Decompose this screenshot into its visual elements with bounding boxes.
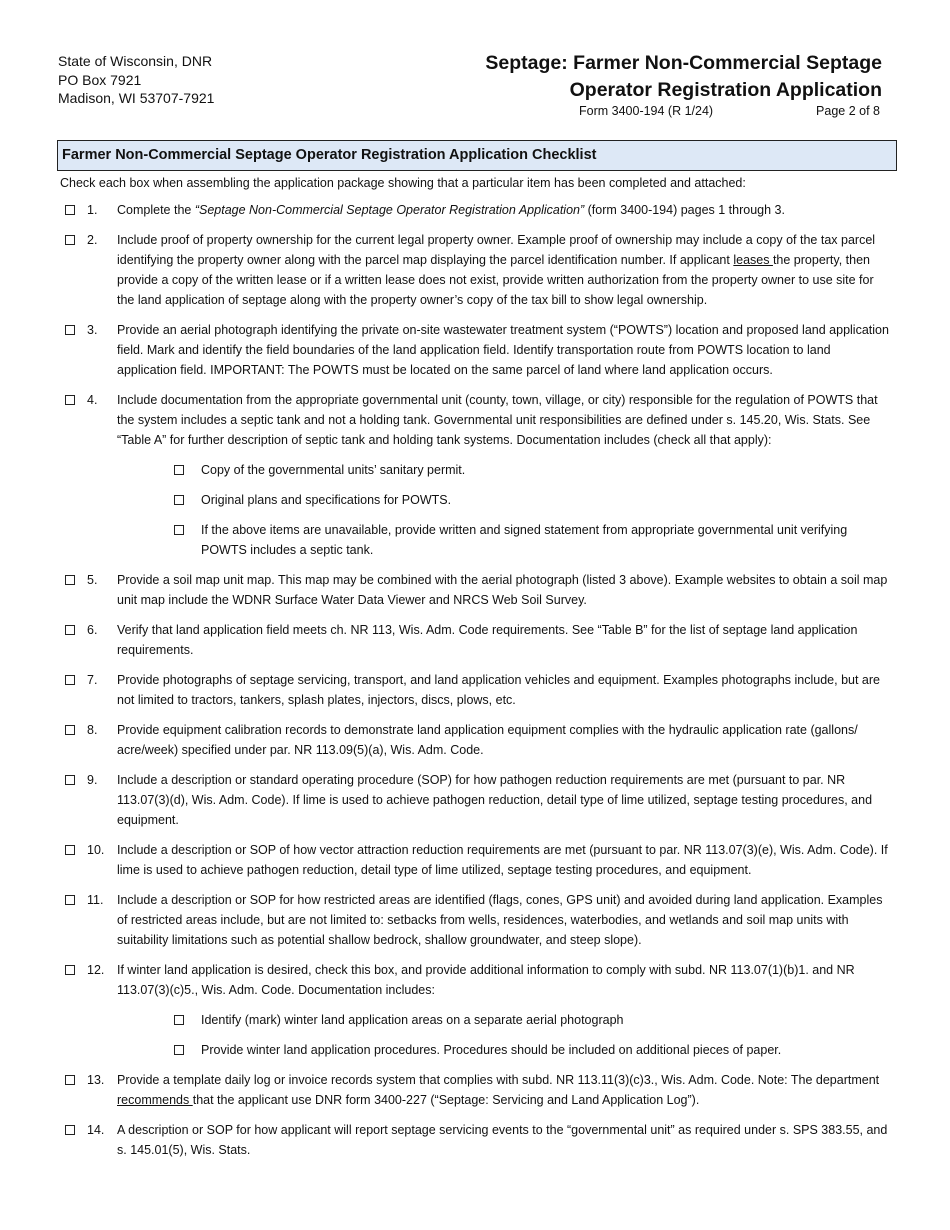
item-number: 10. [87,843,105,857]
checkbox[interactable] [65,675,75,685]
agency-address [58,52,214,108]
sub-item [0,520,950,560]
checklist-item-12 [0,960,950,1000]
sub-item [0,490,950,510]
item-text-part: Provide a template daily log or invoice records system that complies with subd. NR 113.11(3)(c)3., Wis. Adm. Code. Note: The department [117,1073,880,1087]
item-text: Verify that land application field meets ch. NR 113, Wis. Adm. Code requirements. See “Table B” for the list of septage land application requirements. [117,623,858,657]
checkbox[interactable] [174,495,184,505]
checklist-intro: Check each box when assembling the application package showing that a particular item has been completed and attached: [60,176,746,190]
checklist-item-8 [0,720,950,760]
item-text: Include a description or standard operating procedure (SOP) for how pathogen reduction requirements are met (pursuant to par. NR 113.07(3)(d), Wis. Adm. Code). If lime is used to achieve pathogen reduction, detail type of lime utilized, septage testing procedures, and equipment. [117,773,873,827]
checklist-item-9 [0,770,950,830]
item-number: 11. [87,893,104,907]
form-title-ref: “Septage Non-Commercial Septage Operator Registration Application” [194,203,585,217]
item-text: Provide photographs of septage servicing, transport, and land application vehicles and equipment. Examples photographs include, but are not limited to tractors, tankers, splash plates, injectors, discs, plows, etc. [117,673,880,707]
address-line: State of Wisconsin, DNR [58,53,213,69]
checklist-item-13 [0,1070,950,1110]
item-text-part: (form 3400-194) pages 1 through 3. [584,203,785,217]
checkbox[interactable] [65,895,75,905]
checklist-item-4 [0,390,950,450]
checkbox[interactable] [65,965,75,975]
checkbox[interactable] [174,525,184,535]
checkbox[interactable] [65,845,75,855]
address-line: Madison, WI 53707-7921 [58,90,215,106]
item-text [117,230,892,310]
checklist [0,200,950,1170]
checklist-heading: Farmer Non-Commercial Septage Operator Registration Application Checklist [57,140,897,171]
item-number: 3. [87,323,98,337]
underlined-term: leases [733,253,773,267]
sub-item-text: Provide winter land application procedures. Procedures should be included on additional pieces of paper. [201,1043,782,1057]
form-title-line2: Operator Registration Application [569,79,882,101]
item-number: 5. [87,573,98,587]
checklist-item-10 [0,840,950,880]
item-number: 4. [87,393,98,407]
sub-item-text: Copy of the governmental units’ sanitary permit. [201,463,466,477]
item-text-part: Complete the [117,203,195,217]
item-text [117,1070,892,1110]
sub-item [0,1040,950,1060]
checklist-item-3 [0,320,950,380]
item-number: 1. [87,203,98,217]
sub-item-text: If the above items are unavailable, provide written and signed statement from appropriate governmental unit verifying POWTS includes a septic tank. [201,523,848,557]
sub-item-text: Identify (mark) winter land application areas on a separate aerial photograph [201,1013,624,1027]
item-number: 14. [87,1123,105,1137]
sub-item [0,460,950,480]
item-number: 2. [87,233,98,247]
item-text: Include documentation from the appropriate governmental unit (county, town, village, or city) responsible for the regulation of POWTS that the system includes a septic tank and not a holding tank. Governmental unit responsibilities are defined under s. 145.20, Wis. Stats. See “Table A” for further description of septic tank and holding tank systems. Documentation includes (check all that apply): [117,393,878,447]
underlined-term: recommends [117,1093,193,1107]
item-number: 12. [87,963,105,977]
item-text: Provide a soil map unit map. This map may be combined with the aerial photograph (listed 3 above). Example websites to obtain a soil map unit map include the WDNR Surface Water Data Viewer and NRCS Web Soil Survey. [117,573,888,607]
item-number: 9. [87,773,98,787]
checkbox[interactable] [65,1125,75,1135]
checkbox[interactable] [65,235,75,245]
address-line: PO Box 7921 [58,71,142,88]
checkbox[interactable] [65,575,75,585]
item-text: Include a description or SOP of how vector attraction reduction requirements are met (pursuant to par. NR 113.07(3)(e), Wis. Adm. Code). If lime is used to achieve pathogen reduction, detail type of lime utilized, septage testing procedures, and equipment. [117,843,888,877]
checklist-item-6 [0,620,950,660]
checkbox[interactable] [65,205,75,215]
item-text: A description or SOP for how applicant will report septage servicing events to the “governmental unit” as required under s. SPS 383.55, and s. 145.01(5), Wis. Stats. [117,1123,888,1157]
item-text: Include a description or SOP for how restricted areas are identified (flags, cones, GPS unit) and avoided during land application. Examples of restricted areas include, but are not limited to: setbacks from wells, residences, waterbodies, and wetlands and soil map units with suitability limitations such as potential shallow bedrock, shallow groundwater, and steep slope). [117,893,883,947]
checkbox[interactable] [174,465,184,475]
checkbox[interactable] [65,725,75,735]
item-text-part: Include proof of property ownership for the current legal property owner. Example proof of ownership may include a copy of the tax parcel identifying the property owner along with the parcel map displaying the parcel identification number. If applicant [117,233,876,267]
checklist-item-5 [0,570,950,610]
item-text-part: the property, then provide a copy of the written lease or if a written lease does not exist, provide written authorization from the property owner to use site for the land application of septage along with the property owner’s copy of the tax bill to show legal ownership. [117,253,874,307]
checkbox[interactable] [65,625,75,635]
checklist-item-7 [0,670,950,710]
checkbox[interactable] [174,1015,184,1025]
checklist-item-14 [0,1120,950,1160]
item-text [117,200,892,220]
page-number: Page 2 of 8 [816,104,880,118]
item-number: 6. [87,623,98,637]
form-info [579,104,880,118]
checklist-item-11 [0,890,950,950]
form-title-line1: Septage: Farmer Non-Commercial Septage [485,52,882,74]
checklist-item-2 [0,230,950,310]
item-text: Provide an aerial photograph identifying the private on-site wastewater treatment system (“POWTS”) location and proposed land application field. Mark and identify the field boundaries of the land application field. Identify transportation route from POWTS location to land application field. IMPORTANT: The POWTS must be located on the same parcel of land where land application occurs. [117,323,889,377]
sub-item [0,1010,950,1030]
item-text-part: that the applicant use DNR form 3400-227 (“Septage: Servicing and Land Application Log”). [192,1093,700,1107]
item-number: 13. [87,1073,105,1087]
checkbox[interactable] [174,1045,184,1055]
item-text: If winter land application is desired, check this box, and provide additional information to comply with subd. NR 113.07(1)(b)1. and NR 113.07(3)(c)5., Wis. Adm. Code. Documentation includes: [117,963,855,997]
checkbox[interactable] [65,325,75,335]
checkbox[interactable] [65,395,75,405]
item-number: 8. [87,723,98,737]
checkbox[interactable] [65,1075,75,1085]
checklist-item-1 [0,200,950,220]
item-text: Provide equipment calibration records to demonstrate land application equipment complies with the hydraulic application rate (gallons/ acre/week) specified under par. NR 113.09(5)(a), Wis. Adm. Code. [117,723,858,757]
checkbox[interactable] [65,775,75,785]
form-title [485,50,882,104]
item-number: 7. [87,673,98,687]
form-number: Form 3400-194 (R 1/24) [579,104,714,118]
sub-item-text: Original plans and specifications for POWTS. [201,493,452,507]
